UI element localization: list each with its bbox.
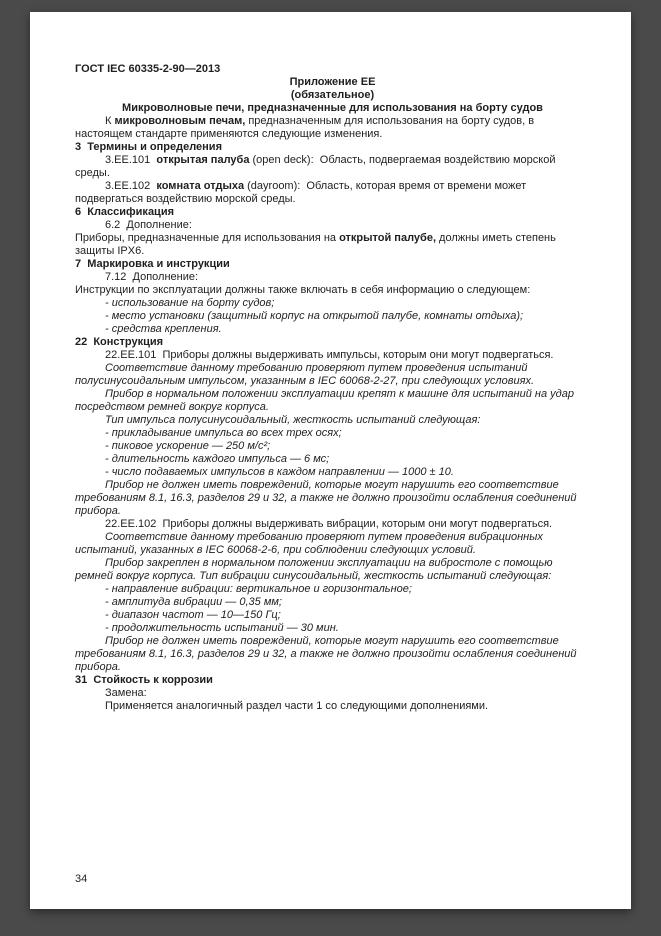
clause-31-sub: Замена: <box>105 687 147 699</box>
intro-run: предназначенным для использования на борту судов, в настоящем стандарте применяются следующие изменения. <box>75 115 538 140</box>
term-3-ee-101 <box>75 154 590 180</box>
clause-6-2: 6.2 Дополнение: <box>105 219 192 231</box>
result-paragraph: Прибор не должен иметь повреждений, которые могут нарушить его соответствие требованиям 8.1, 16.3, разделов 29 и 32, а также не должно произойти ослабления соединений прибора. <box>75 635 580 673</box>
term-name: комната отдыха <box>156 180 245 192</box>
term-number: 3.ЕЕ.101 <box>105 154 157 166</box>
test-item: - направление вибрации: вертикальное и горизонтальное; <box>105 583 412 595</box>
intro-paragraph <box>75 115 590 141</box>
test-item: - продолжительность испытаний — 30 мин. <box>105 622 339 634</box>
clause-22-ee-102: 22.ЕЕ.102 Приборы должны выдерживать вибрации, которым они могут подвергаться. <box>105 518 553 530</box>
section-3-heading: 3 Термины и определения <box>75 141 222 153</box>
section-22-heading: 22 Конструкция <box>75 336 164 348</box>
test-paragraph: Прибор в нормальном положении эксплуатации крепят к машине для испытаний на удар посредством ремней вокруг корпуса. <box>75 388 577 413</box>
doc-header: ГОСТ IEC 60335-2-90—2013 <box>75 63 221 75</box>
test-paragraph: Соответствие данному требованию проверяют путем проведения испытаний полусинусоидальным импульсом, указанным в IEC 60068-2-27, при следующих условиях. <box>75 362 535 387</box>
intro-run-bold: микроволновым печам, <box>114 115 246 127</box>
clause-7-12: 7.12 Дополнение: <box>105 271 199 283</box>
test-item: - диапазон частот — 10—150 Гц; <box>105 609 281 621</box>
clause-run: Приборы, предназначенные для использования на <box>75 232 340 244</box>
term-number: 3.ЕЕ.102 <box>105 180 157 192</box>
section-6-heading: 6 Классификация <box>75 206 174 218</box>
test-item: - амплитуда вибрации — 0,35 мм; <box>105 596 282 608</box>
page-content <box>75 12 590 713</box>
term-3-ee-102 <box>75 180 590 206</box>
test-item: - пиковое ускорение — 250 м/с²; <box>105 440 271 452</box>
test-item: - длительность каждого импульса — 6 мс; <box>105 453 330 465</box>
term-definition: (open deck): Область, подвергаемая воздействию морской среды. <box>75 154 559 179</box>
clause-31-body: Применяется аналогичный раздел части 1 со следующими дополнениями. <box>105 700 489 712</box>
annex-kind: (обязательное) <box>290 89 375 101</box>
term-name: открытая палуба <box>156 154 250 166</box>
instruction-item: - место установки (защитный корпус на открытой палубе, комнаты отдыха); <box>105 310 524 322</box>
term-definition: (dayroom): Область, которая время от времени может подвергаться воздействию морской среды. <box>75 180 530 205</box>
test-paragraph: Соответствие данному требованию проверяют путем проведения вибрационных испытаний, указанных в IEC 60068-2-6, при соблюдении следующих условий. <box>75 531 546 556</box>
doc-title: Микроволновые печи, предназначенные для использования на борту судов <box>122 102 543 114</box>
clause-7-12-body: Инструкции по эксплуатации должны также включать в себя информацию о следующем: <box>75 284 531 296</box>
section-31-heading: 31 Стойкость к коррозии <box>75 674 213 686</box>
instruction-item: - средства крепления. <box>105 323 222 335</box>
clause-22-ee-101: 22.ЕЕ.101 Приборы должны выдерживать импульсы, которым они могут подвергаться. <box>105 349 554 361</box>
section-7-heading: 7 Маркировка и инструкции <box>75 258 230 270</box>
clause-run-bold: открытой палубе, <box>339 232 436 244</box>
test-item: - прикладывание импульса во всех трех осях; <box>105 427 342 439</box>
test-paragraph: Прибор закреплен в нормальном положении эксплуатации на вибростоле с помощью ремней вокруг корпуса. Тип вибрации синусоидальный, жесткость испытаний следующая: <box>75 557 556 582</box>
document-page <box>30 12 631 909</box>
result-paragraph: Прибор не должен иметь повреждений, которые могут нарушить его соответствие требованиям 8.1, 16.3, разделов 29 и 32, а также не должно произойти ослабления соединений прибора. <box>75 479 580 517</box>
annex-label: Приложение ЕЕ <box>289 76 376 88</box>
instruction-item: - использование на борту судов; <box>105 297 275 309</box>
test-paragraph: Тип импульса полусинусоидальный, жесткость испытаний следующая: <box>105 414 481 426</box>
clause-run: должны иметь степень защиты IPX6. <box>75 232 559 257</box>
intro-run: К <box>105 115 115 127</box>
page-number: 34 <box>75 873 88 885</box>
test-item: - число подаваемых импульсов в каждом направлении — 1000 ± 10. <box>105 466 454 478</box>
clause-6-2-body <box>75 232 590 258</box>
